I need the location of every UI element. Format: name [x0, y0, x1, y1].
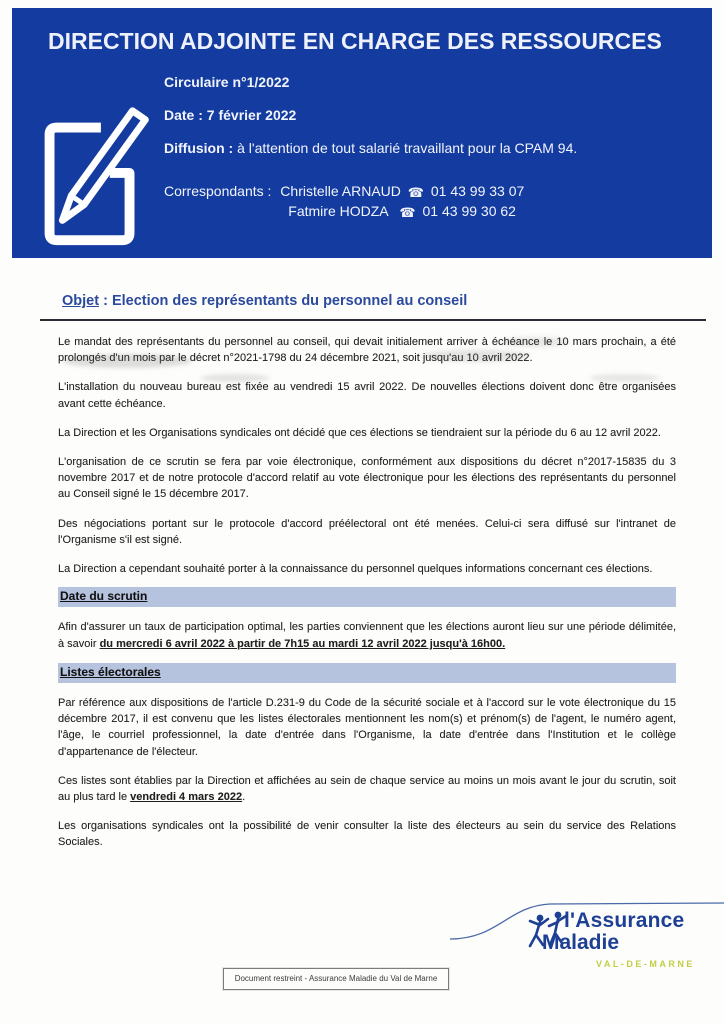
paragraph: Le mandat des représentants du personnel au conseil, qui devait initialement arriver à échéance le 10 mars prochain, a été prolongés d'un mois par le décret n°2021-1798 du 24 décembre 2021, soit jusqu'au 10 avril 2022.	[58, 336, 676, 365]
subject-label: Objet	[62, 293, 100, 309]
section-heading-date-du-scrutin	[58, 587, 676, 607]
correspondant-phone: 01 43 99 33 07	[430, 183, 525, 199]
phone-icon: ☎	[399, 205, 416, 220]
subject-text: Election des représentants du personnel au conseil	[111, 293, 468, 309]
logo-region-label: VAL-DE-MARNE	[596, 959, 695, 969]
paragraph: Par référence aux dispositions de l'article D.231-9 du Code de la sécurité sociale et à l'accord sur le vote électronique du 15 décembre 2017, il est convenu que les listes électorales mentionnent les nom(s) et prénom(s) de l'agent, le numéro agent, l'âge, le courriel professionnel, la date d'entrée dans l'Organisme, la date d'entrée dans l'Institution et le collège d'appartenance de l'électeur.	[58, 697, 676, 758]
circulaire-date: Date : 7 février 2022	[164, 107, 297, 123]
diffusion-text: à l'attention de tout salarié travaillant pour la CPAM 94.	[233, 140, 578, 156]
document-body	[58, 334, 676, 864]
section-heading-listes-electorales	[58, 663, 676, 683]
correspondant-phone: 01 43 99 30 62	[422, 203, 516, 219]
correspondant-name: Christelle ARNAUD	[280, 183, 401, 199]
header-banner	[12, 8, 712, 258]
correspondants-block	[164, 183, 704, 223]
highlighted-dates: du mercredi 6 avril 2022 à partir de 7h15 au mardi 12 avril 2022 jusqu'à 16h00.	[99, 637, 506, 650]
restricted-document-stamp: Document restreint - Assurance Maladie du Val de Marne	[223, 968, 449, 990]
highlighted-date: vendredi 4 mars 2022	[130, 791, 243, 804]
document-title: DIRECTION ADJOINTE EN CHARGE DES RESSOURCES	[48, 28, 662, 54]
paragraph: L'organisation de ce scrutin se fera par voie électronique, conformément aux dispositions du décret n°2017-15835 du 3 novembre 2017 et de notre protocole d'accord relatif au vote électronique pour les élections des représentants du personnel au Conseil signé le 15 décembre 2017.	[58, 456, 676, 501]
paragraph: Des négociations portant sur le protocole d'accord préélectoral ont été menées. Celui-ci sera diffusé sur l'intranet de l'Organisme s'il est signé.	[58, 517, 676, 546]
edit-pencil-icon	[34, 94, 152, 255]
logo-text-line1: l'Assurance	[564, 909, 685, 932]
paragraph: L'installation du nouveau bureau est fixée au vendredi 15 avril 2022. De nouvelles élections doivent donc être organisées avant cette échéance.	[58, 381, 676, 410]
paragraph: Les organisations syndicales ont la possibilité de venir consulter la liste des électeurs au sein du service des Relations Sociales.	[58, 820, 676, 849]
subject-line	[62, 293, 682, 309]
section-heading-text: Date du scrutin	[60, 589, 148, 604]
horizontal-divider	[40, 319, 706, 321]
circulaire-number: Circulaire n°1/2022	[164, 74, 290, 90]
logo-text-line2: Maladie	[542, 931, 620, 954]
diffusion-label: Diffusion :	[164, 140, 234, 156]
correspondant-row	[280, 203, 524, 220]
phone-icon: ☎	[407, 185, 424, 200]
correspondant-name: Fatmire HODZA	[288, 203, 389, 219]
header-meta	[164, 74, 704, 223]
paragraph: Afin d'assurer un taux de participation optimal, les parties conviennent que les élections auront lieu sur une période délimitée, à savoir du mercredi 6 avril 2022 à partir de 7h15 au mardi 12 avril 2022 jusqu'à 16h00.	[58, 621, 676, 650]
section-heading-text: Listes électorales	[60, 664, 161, 679]
assurance-maladie-logo	[450, 893, 724, 985]
paragraph: La Direction a cependant souhaité porter à la connaissance du personnel quelques informations concernant ces élections.	[58, 563, 653, 576]
paragraph: Ces listes sont établies par la Direction et affichées au sein de chaque service au moins un mois avant le jour du scrutin, soit au plus tard le vendredi 4 mars 2022.	[58, 774, 676, 804]
subject-separator: :	[99, 293, 112, 309]
paragraph: La Direction et les Organisations syndicales ont décidé que ces élections se tiendraient sur la période du 6 au 12 avril 2022.	[58, 426, 661, 439]
correspondants-label: Correspondants :	[164, 183, 276, 199]
correspondant-row	[280, 183, 524, 200]
diffusion-line	[164, 140, 704, 156]
